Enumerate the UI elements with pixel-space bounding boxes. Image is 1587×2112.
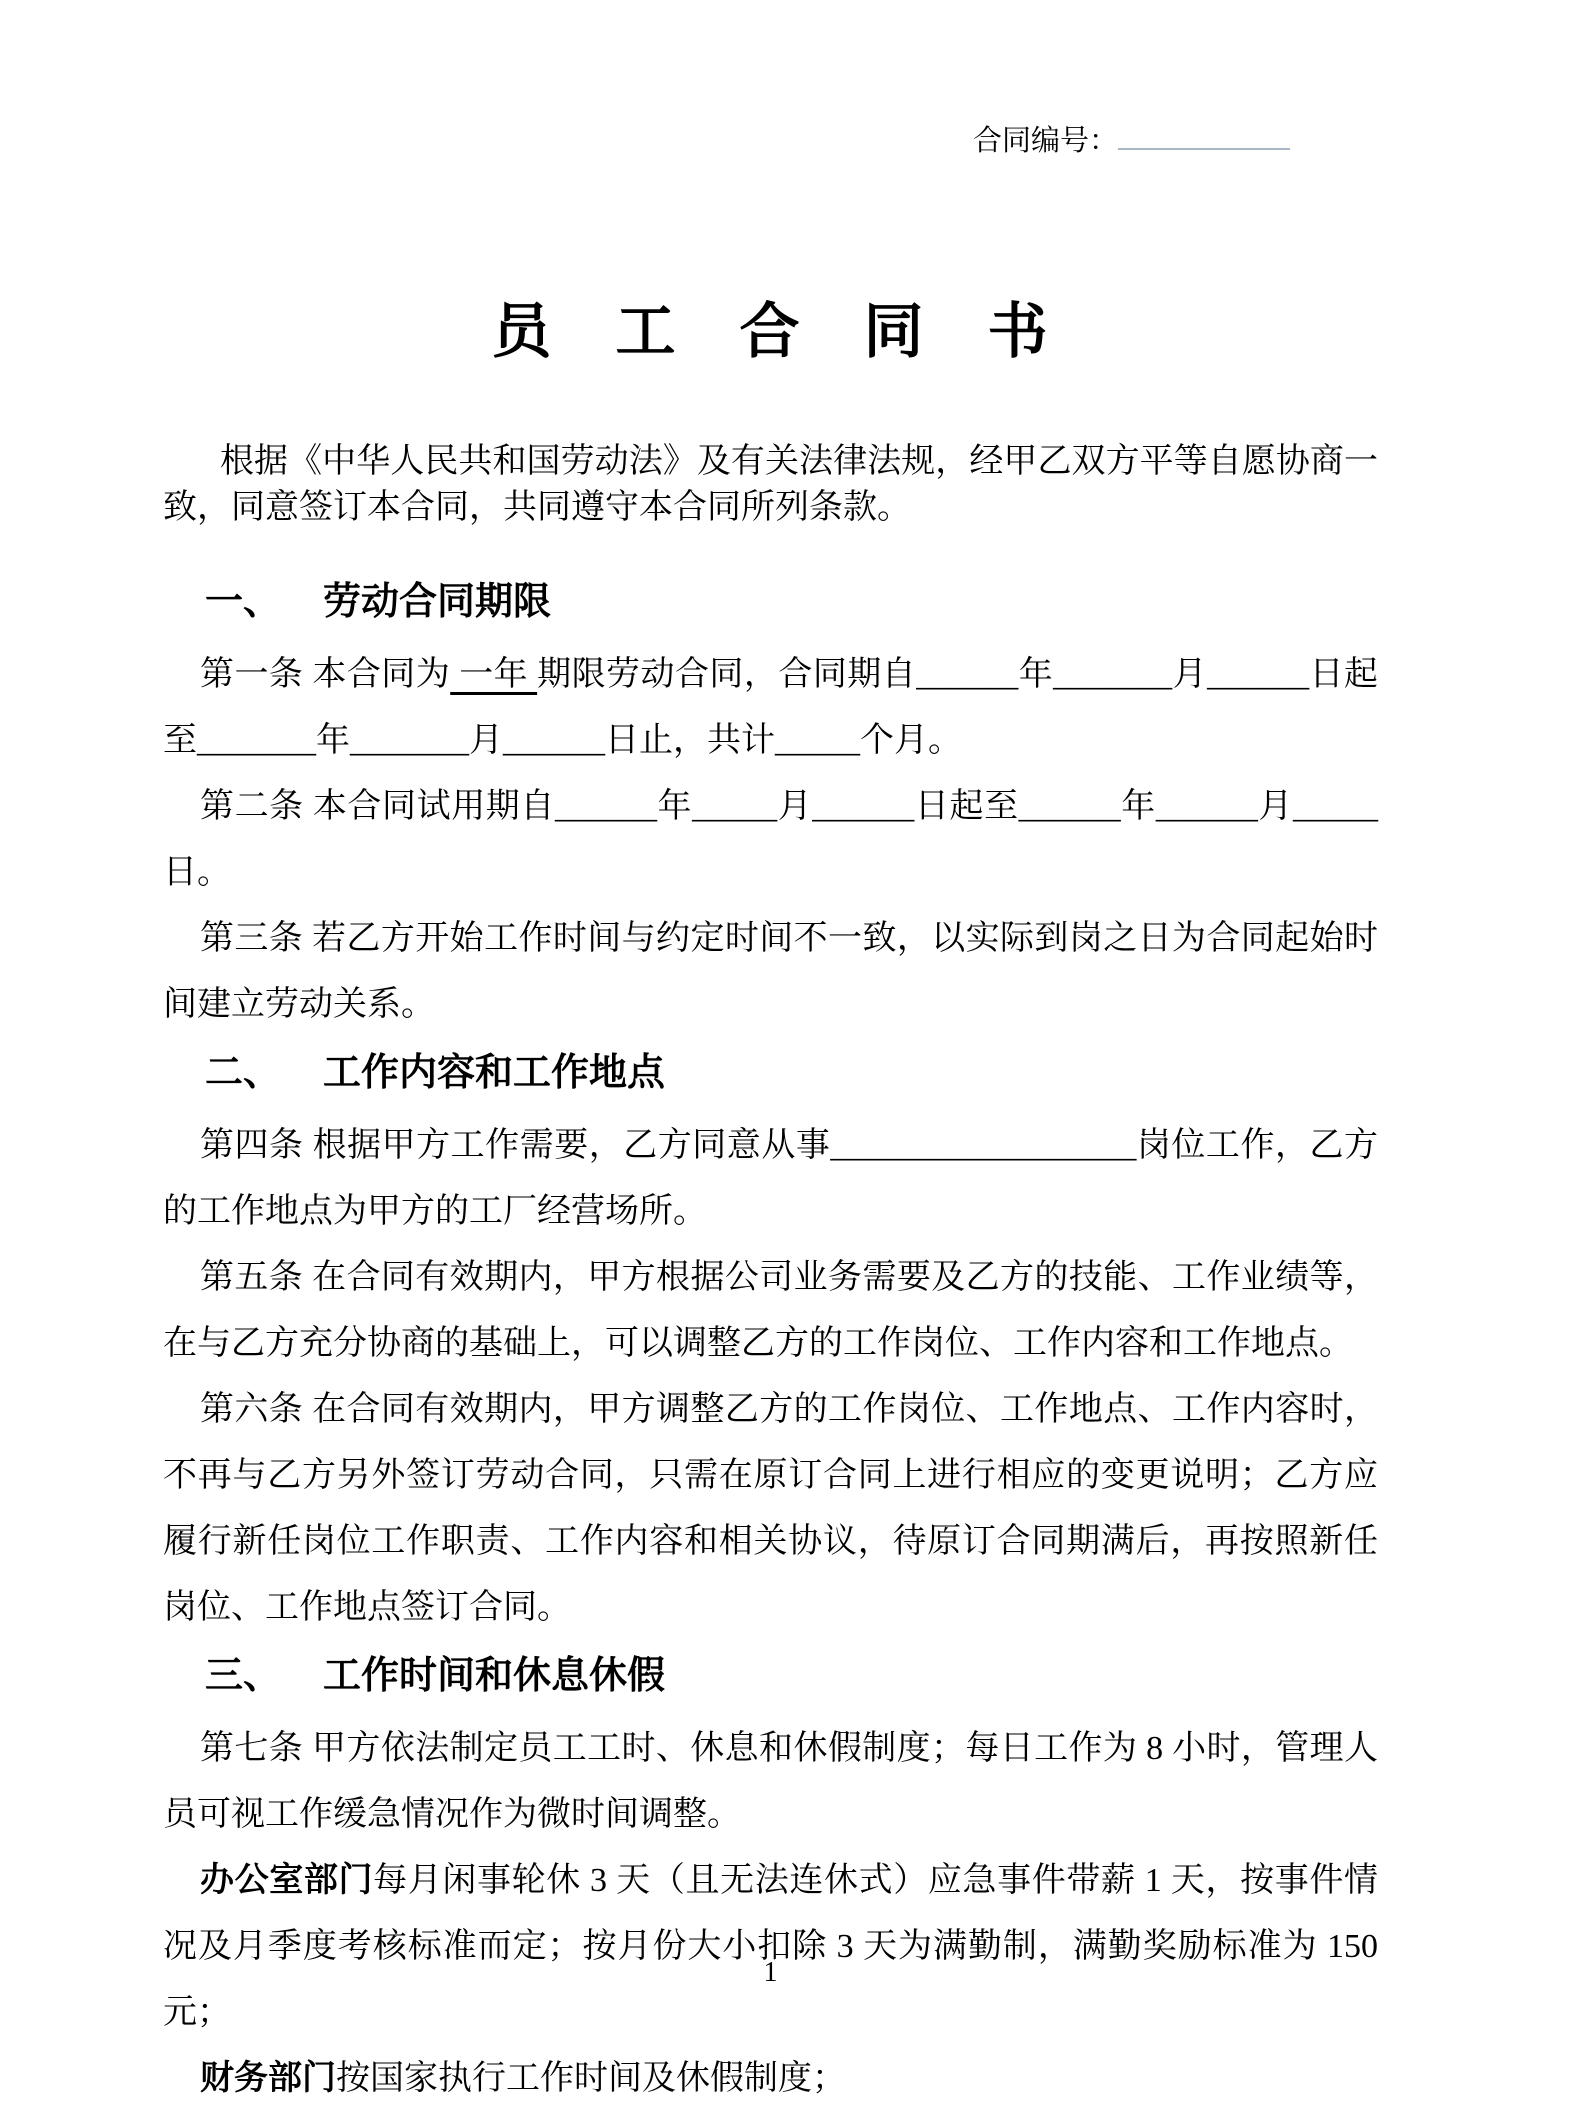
contract-paragraph: 第四条 根据甲方工作需要，乙方同意从事__________________岗位工作，乙方的工作地点为甲方的工厂经营场所。 (163, 1127, 1378, 1230)
contract-paragraph: 办公室部门每月闲事轮休 3 天（且无法连休式）应急事件带薪 1 天，按事件情况及月季度考核标准而定；按月份大小扣除 3 天为满勤制，满勤奖励标准为 150 元； (163, 1862, 1379, 2031)
filled-blank: 一年 (450, 656, 538, 693)
document-body (163, 579, 1378, 2112)
section-title: 工作时间和休息休假 (323, 1655, 666, 1697)
contract-number-label: 合同编号： (972, 125, 1118, 157)
intro-paragraph: 根据《中华人民共和国劳动法》及有关法律法规，经甲乙双方平等自愿协商一致，同意签订本合同，共同遵守本合同所列条款。 (163, 443, 1378, 526)
page-number: 1 (763, 1957, 778, 1988)
section-number: 二、 (205, 1052, 282, 1094)
contract-paragraph: 第五条 在合同有效期内，甲方根据公司业务需要及乙方的技能、工作业绩等，在与乙方充分协商的基础上，可以调整乙方的工作岗位、工作内容和工作地点。 (163, 1259, 1378, 1362)
contract-number-line (163, 118, 1290, 158)
section-title: 工作内容和工作地点 (323, 1052, 666, 1094)
section-title: 劳动合同期限 (323, 581, 552, 623)
section-number: 三、 (205, 1655, 282, 1697)
contract-paragraph: 第六条 在合同有效期内，甲方调整乙方的工作岗位、工作地点、工作内容时，不再与乙方另外签订劳动合同，只需在原订合同上进行相应的变更说明；乙方应履行新任岗位工作职责、工作内容和相关协议，待原订合同期满后，再按照新任岗位、工作地点签订合同。 (163, 1391, 1378, 1626)
document-title: 员 工 合 同 书 (491, 299, 1050, 365)
section-number: 一、 (205, 581, 282, 623)
bold-term: 财务部门 (200, 2060, 336, 2097)
contract-paragraph: 第二条 本合同试用期自______年_____月______日起至______年______月_____日。 (163, 788, 1378, 891)
contract-paragraph: 第三条 若乙方开始工作时间与约定时间不一致，以实际到岗之日为合同起始时间建立劳动关系。 (163, 920, 1378, 1023)
contract-paragraph: 第七条 甲方依法制定员工工时、休息和休假制度；每日工作为 8 小时，管理人员可视工作缓急情况作为微时间调整。 (163, 1730, 1378, 1833)
contract-number-blank (1118, 118, 1290, 150)
contract-paragraph: 第一条 本合同为 一年 期限劳动合同，合同期自______年_______月______日起至_______年_______月______日止，共计_____个月。 (163, 656, 1379, 759)
contract-paragraph: 财务部门按国家执行工作时间及休假制度； (200, 2060, 846, 2097)
section-heading (163, 1653, 1378, 1699)
section-heading (163, 579, 1378, 625)
section-heading (163, 1050, 1378, 1096)
bold-term: 办公室部门 (200, 1862, 374, 1899)
